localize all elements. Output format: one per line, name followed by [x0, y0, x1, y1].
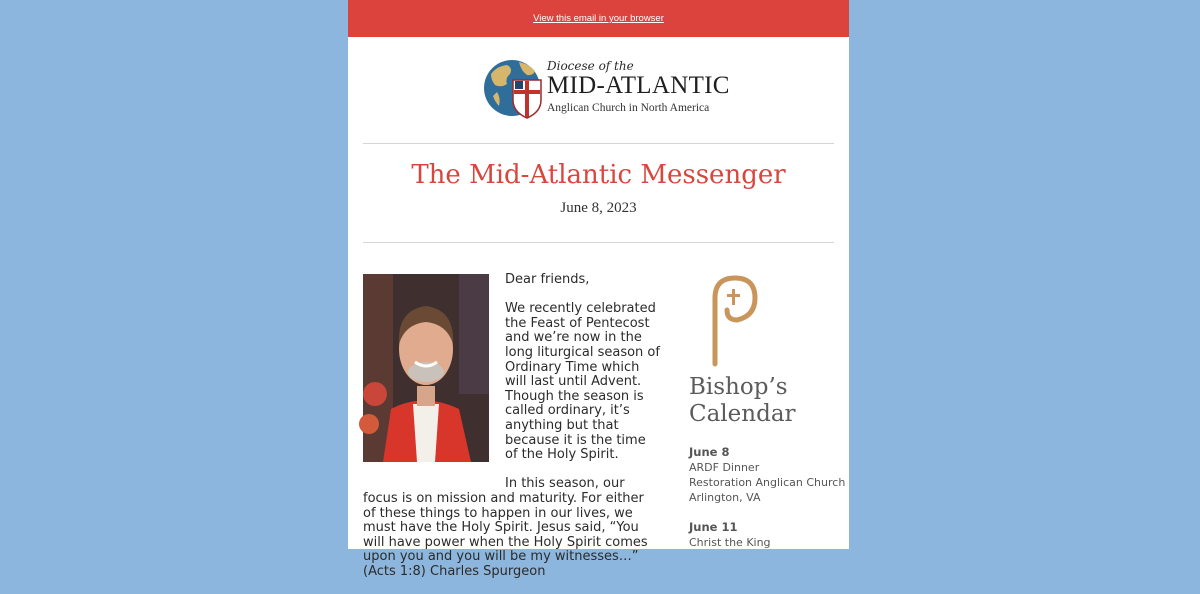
- bishops-calendar-title: Bishop’s Calendar: [689, 374, 796, 427]
- logo-line-church: Anglican Church in North America: [547, 102, 710, 114]
- newsletter-title: The Mid-Atlantic Messenger: [411, 160, 786, 190]
- logo-line-diocese: Diocese of the: [547, 59, 634, 73]
- bishop-letter: [363, 273, 660, 594]
- event-date: June 11: [689, 520, 738, 534]
- event-name: Christ the King: [689, 536, 771, 549]
- event-name: ARDF Dinner: [689, 461, 760, 474]
- view-in-browser-link[interactable]: View this email in your browser: [533, 13, 664, 24]
- letter-paragraph-1: We recently celebrated the Feast of Pentecost and we’re now in the long liturgical season of Ordinary Time which will last until Advent. Though the season is called ordinary, it’s anything but that because it is the time of the Holy Spirit.: [505, 301, 660, 463]
- newsletter-date: June 8, 2023: [560, 200, 637, 216]
- event-date: June 8: [689, 445, 730, 459]
- diocese-logo: [348, 37, 849, 143]
- letter-greeting: Dear friends,: [505, 272, 590, 287]
- globe-shield-icon: [483, 58, 545, 120]
- event-venue: Restoration Anglican Church: [689, 476, 846, 489]
- letter-paragraph-2: In this season, our focus is on mission and maturity. For either of these things to happen in our lives, we must have the Holy Spirit. Jesus said, “You will have power when the Holy Spirit comes upon you and you will be my witnesses…” (Acts 1:8) Charles Spurgeon: [363, 476, 648, 579]
- crozier-icon: [703, 272, 761, 366]
- logo-line-name: MID-ATLANTIC: [547, 72, 730, 99]
- divider-top: [363, 143, 834, 144]
- calendar-event: [689, 445, 844, 505]
- calendar-event: [689, 520, 844, 550]
- calendar-events: [689, 445, 844, 565]
- header-bar: [348, 0, 849, 37]
- email-container: [348, 0, 849, 579]
- divider-bottom: [363, 242, 834, 243]
- event-location: Arlington, VA: [689, 491, 761, 504]
